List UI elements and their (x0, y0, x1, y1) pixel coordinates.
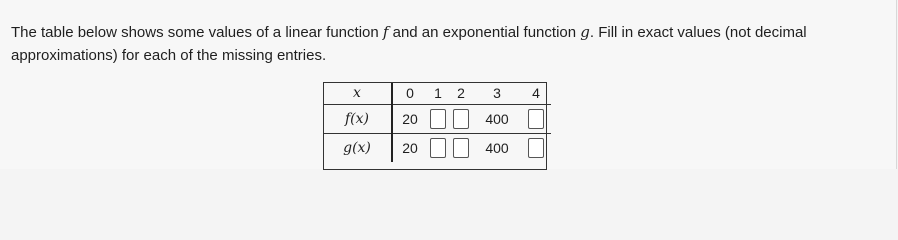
values-table (323, 82, 551, 162)
x-value-0: 0 (392, 82, 427, 105)
g-row-label: g(x) (323, 134, 392, 163)
f-value-3: 400 (473, 105, 521, 134)
x-value-3: 3 (473, 82, 521, 105)
prompt-text-part-1: The table below shows some values of a linear function (11, 24, 383, 41)
f-row-label: f(x) (323, 105, 392, 134)
f-answer-input-4[interactable] (528, 109, 544, 129)
function-g-symbol: g (580, 23, 590, 41)
x-header: x (323, 82, 392, 105)
g-answer-input-1[interactable] (430, 138, 446, 158)
x-value-1: 1 (427, 82, 449, 105)
g-value-3: 400 (485, 140, 509, 156)
x-value-2: 2 (449, 82, 473, 105)
x-row (323, 82, 551, 105)
question-prompt (11, 21, 881, 67)
prompt-text-part-3: . Fill in exact values (not decimal approximations) for each of the missing entries. (11, 24, 807, 64)
prompt-text-part-2: and an exponential function (388, 24, 581, 41)
g-value-0: 20 (402, 140, 418, 156)
g-answer-input-2[interactable] (453, 138, 469, 158)
f-answer-input-2[interactable] (453, 109, 469, 129)
g-answer-input-4[interactable] (528, 138, 544, 158)
f-row (323, 105, 551, 134)
x-value-4: 4 (521, 82, 551, 105)
function-f-symbol: f (382, 23, 389, 41)
g-row (323, 134, 551, 163)
f-answer-input-1[interactable] (430, 109, 446, 129)
f-value-0: 20 (392, 105, 427, 134)
